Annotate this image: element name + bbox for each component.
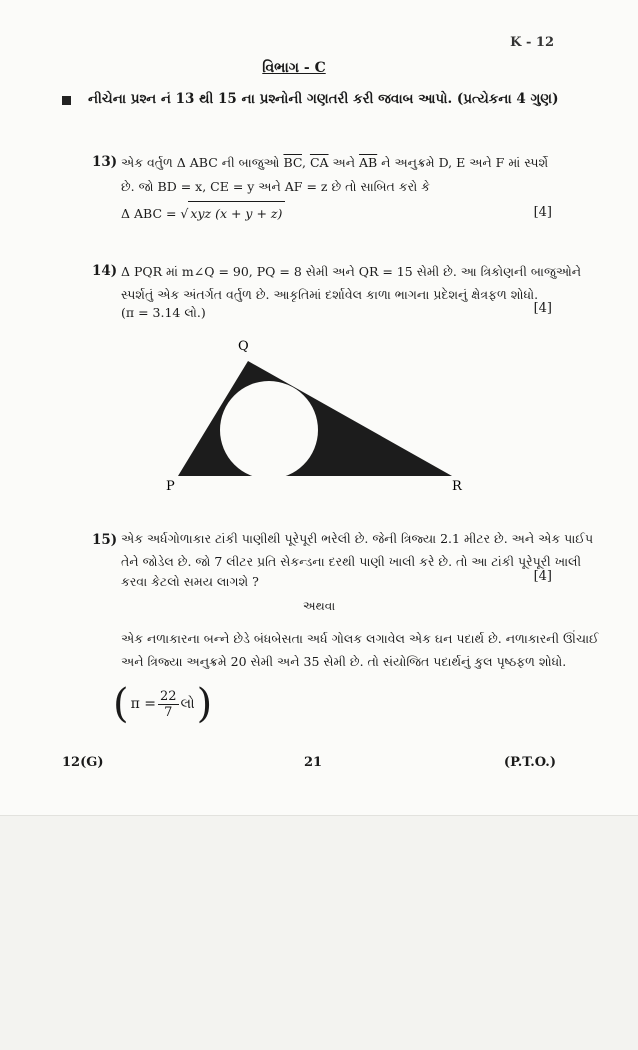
q13-formula-radicand: xyz (x + y + z): [188, 201, 285, 226]
q15-number: 15): [92, 532, 118, 548]
q15-alt-line1: એક નળાકારના બન્ને છેડે બંધબેસતા અર્ધ ગોલક લગાવેલ એક ઘન પદાર્થ છે. નળાકારની ઊંચાઈ: [121, 631, 599, 646]
q13-number: 13): [92, 154, 118, 170]
segment-ab: $\overline{AB}$: [358, 155, 378, 170]
pto-label: (P.T.O.): [503, 755, 556, 770]
pi-prefix: π =: [130, 696, 156, 712]
q13-formula-lhs: Δ ABC = √: [121, 206, 189, 221]
q15-line2: તેને જોડેલ છે. જો 7 લીટર પ્રતિ સેકન્ડના દરથી પાણી ખાલી કરે છે. તો આ ટાંકી પૂરેપૂરી ખાલી: [121, 554, 582, 569]
q14-line2: સ્પર્શતું એક અંતર્ગત વર્તુળ છે. આકૃતિમાં દર્શાવેલ કાળા ભાગના પ્રદેશનું ક્ષેત્રફળ શોધો.: [121, 287, 539, 302]
pi-numerator: 22: [160, 688, 177, 704]
pi-value-note: [113, 681, 212, 727]
page-number: 21: [303, 755, 323, 770]
q14-line3: (π = 3.14 લો.): [121, 305, 206, 320]
instructions: નીચેના પ્રશ્ન નં 13 થી 15 ના પ્રશ્નોની ગણતરી કરી જવાબ આપો. (પ્રત્યેકના 4 ગુણ): [88, 91, 559, 107]
pi-expression: [129, 689, 197, 720]
section-title: વિભાગ - C: [262, 60, 326, 76]
q15-line1: એક અર્ધગોળાકાર ટાંકી પાણીથી પૂરેપૂરી ભરેલી છે. જેની ત્રિજ્યા 2.1 મીટર છે. અને એક પાઈપ: [121, 531, 594, 546]
q15-line3: કરવા કેટલો સમય લાગશે ?: [121, 574, 259, 589]
paper-code: K - 12: [510, 35, 554, 50]
pi-denominator: 7: [164, 704, 173, 720]
vertex-q-label: Q: [238, 339, 249, 354]
segment-bc: $\overline{BC}$: [283, 155, 302, 170]
q13-marks: [4]: [533, 205, 552, 220]
q14-number: 14): [92, 263, 118, 279]
q15-marks: [4]: [533, 569, 552, 584]
vertex-p-label: P: [166, 479, 175, 494]
segment-ca: $\overline{CA}$: [309, 155, 329, 170]
q13-sep: ,: [301, 155, 310, 170]
bullet-square-icon: [62, 96, 71, 105]
open-paren: (: [113, 681, 129, 727]
close-paren: ): [196, 681, 213, 727]
vertex-r-label: R: [452, 479, 462, 494]
pi-suffix: લો: [180, 696, 195, 712]
pi-fraction: [158, 689, 179, 720]
q13-line1: [121, 151, 548, 175]
incircle: [220, 381, 318, 479]
q13-formula: [121, 201, 285, 226]
q13-text-c: ને અનુક્રમે D, E અને F માં સ્પર્શે: [377, 155, 549, 170]
q13-line2: છે. જો BD = x, CE = y અને AF = z છે તો સાબિત કરો કે: [121, 179, 430, 194]
q14-marks: [4]: [533, 301, 552, 316]
q14-line1: Δ PQR માં m∠Q = 90, PQ = 8 સેમી અને QR = 15 સેમી છે. આ ત્રિકોણની બાજુઓને: [121, 264, 582, 279]
or-label: અથવા: [302, 599, 336, 613]
scan-margin: [0, 815, 638, 1050]
footer-code: 12(G): [62, 755, 104, 770]
triangle-incircle-figure: [166, 330, 470, 500]
q15-alt-line2: અને ત્રિજ્યા અનુક્રમે 20 સેમી અને 35 સેમી છે. તો સંયોજિત પદાર્થનું કુલ પૃષ્ઠફળ શોધો.: [121, 654, 567, 669]
q13-text-b: અને: [328, 155, 359, 170]
q13-text-a: એક વર્તુળ Δ ABC ની બાજુઓ: [121, 155, 284, 170]
